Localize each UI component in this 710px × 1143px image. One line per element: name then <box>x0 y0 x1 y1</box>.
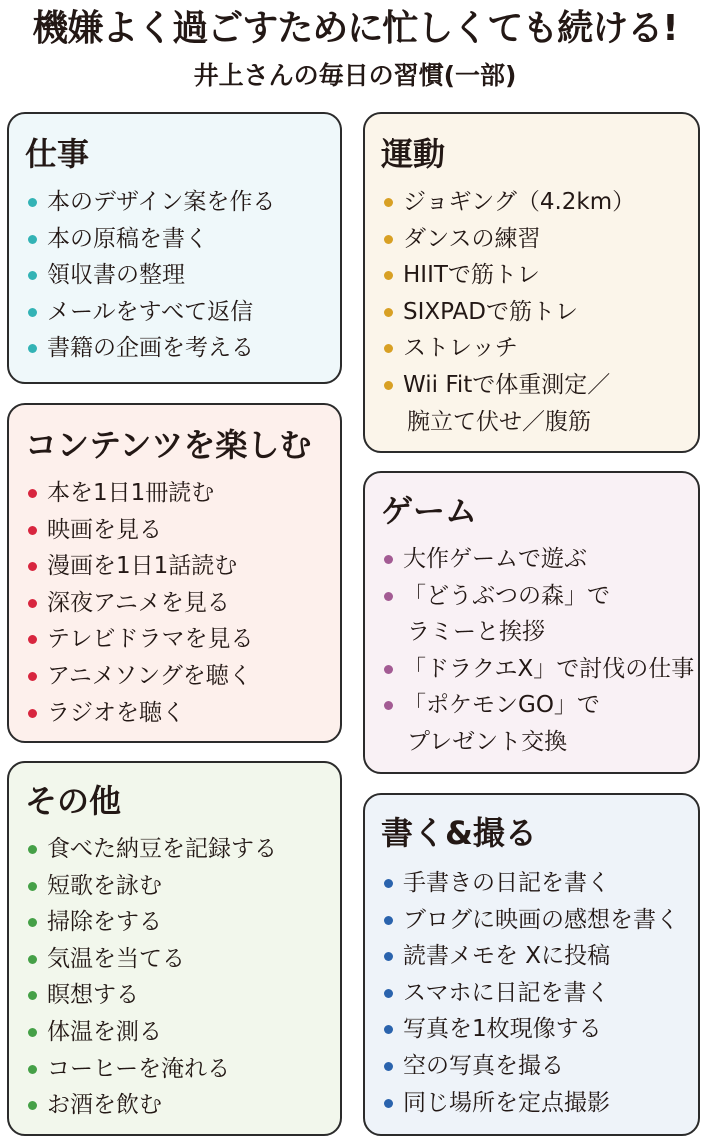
card-list-game <box>383 541 694 761</box>
list-item: 短歌を詠む <box>27 868 277 905</box>
list-item: 「どうぶつの森」で ラミーと挨拶 <box>383 578 694 651</box>
list-item: アニメソングを聴く <box>27 658 254 695</box>
list-item: 体温を測る <box>27 1014 277 1051</box>
card-list-other <box>27 831 277 1124</box>
list-item: SIXPADで筋トレ <box>383 294 635 331</box>
list-item: 本のデザイン案を作る <box>27 184 275 221</box>
list-item: 手書きの日記を書く <box>383 865 679 902</box>
list-item: ブログに映画の感想を書く <box>383 902 679 939</box>
list-item: テレビドラマを見る <box>27 621 254 658</box>
list-item: 本を1日1冊読む <box>27 475 254 512</box>
card-heading-exercise: 運動 <box>381 135 446 173</box>
card-list-content <box>27 475 254 731</box>
list-item: 書籍の企画を考える <box>27 330 275 367</box>
list-item: ラジオを聴く <box>27 695 254 732</box>
list-item: HIITで筋トレ <box>383 257 635 294</box>
page-title: 機嫌よく過ごすために忙しくても続ける! <box>32 8 678 49</box>
card-content <box>7 403 342 743</box>
list-item: ストレッチ <box>383 330 635 367</box>
list-item: 写真を1枚現像する <box>383 1011 679 1048</box>
card-write-shoot <box>363 793 700 1136</box>
list-item: 大作ゲームで遊ぶ <box>383 541 694 578</box>
page-subtitle: 井上さんの毎日の習慣(一部) <box>193 61 517 90</box>
card-heading-write-shoot: 書く&撮る <box>381 814 537 852</box>
list-item: 読書メモを Xに投稿 <box>383 938 679 975</box>
card-exercise <box>363 112 700 453</box>
list-item: 「ポケモンGO」で プレゼント交換 <box>383 687 694 760</box>
card-game <box>363 471 700 774</box>
list-item: 食べた納豆を記録する <box>27 831 277 868</box>
card-other <box>7 761 342 1136</box>
list-item: 領収書の整理 <box>27 257 275 294</box>
card-list-write-shoot <box>383 865 679 1121</box>
list-item: ダンスの練習 <box>383 221 635 258</box>
list-item: 深夜アニメを見る <box>27 585 254 622</box>
card-heading-content: コンテンツを楽しむ <box>25 426 312 464</box>
list-item: 空の写真を撮る <box>383 1048 679 1085</box>
list-item: ジョギング（4.2km） <box>383 184 635 221</box>
list-item: メールをすべて返信 <box>27 294 275 331</box>
card-heading-work: 仕事 <box>25 135 90 173</box>
list-item: Wii Fitで体重測定／ 腕立て伏せ／腹筋 <box>383 367 635 440</box>
list-item: 漫画を1日1話読む <box>27 548 254 585</box>
card-work <box>7 112 342 384</box>
card-list-work <box>27 184 275 367</box>
list-item: 気温を当てる <box>27 941 277 978</box>
list-item: 本の原稿を書く <box>27 221 275 258</box>
list-item: お酒を飲む <box>27 1087 277 1124</box>
list-item: 映画を見る <box>27 512 254 549</box>
list-item: 「ドラクエX」で討伐の仕事 <box>383 651 694 688</box>
card-list-exercise <box>383 184 635 440</box>
card-heading-other: その他 <box>25 782 122 820</box>
list-item: 瞑想する <box>27 977 277 1014</box>
list-item: 掃除をする <box>27 904 277 941</box>
list-item: スマホに日記を書く <box>383 975 679 1012</box>
list-item: コーヒーを淹れる <box>27 1051 277 1088</box>
list-item: 同じ場所を定点撮影 <box>383 1085 679 1122</box>
card-heading-game: ゲーム <box>381 492 478 530</box>
